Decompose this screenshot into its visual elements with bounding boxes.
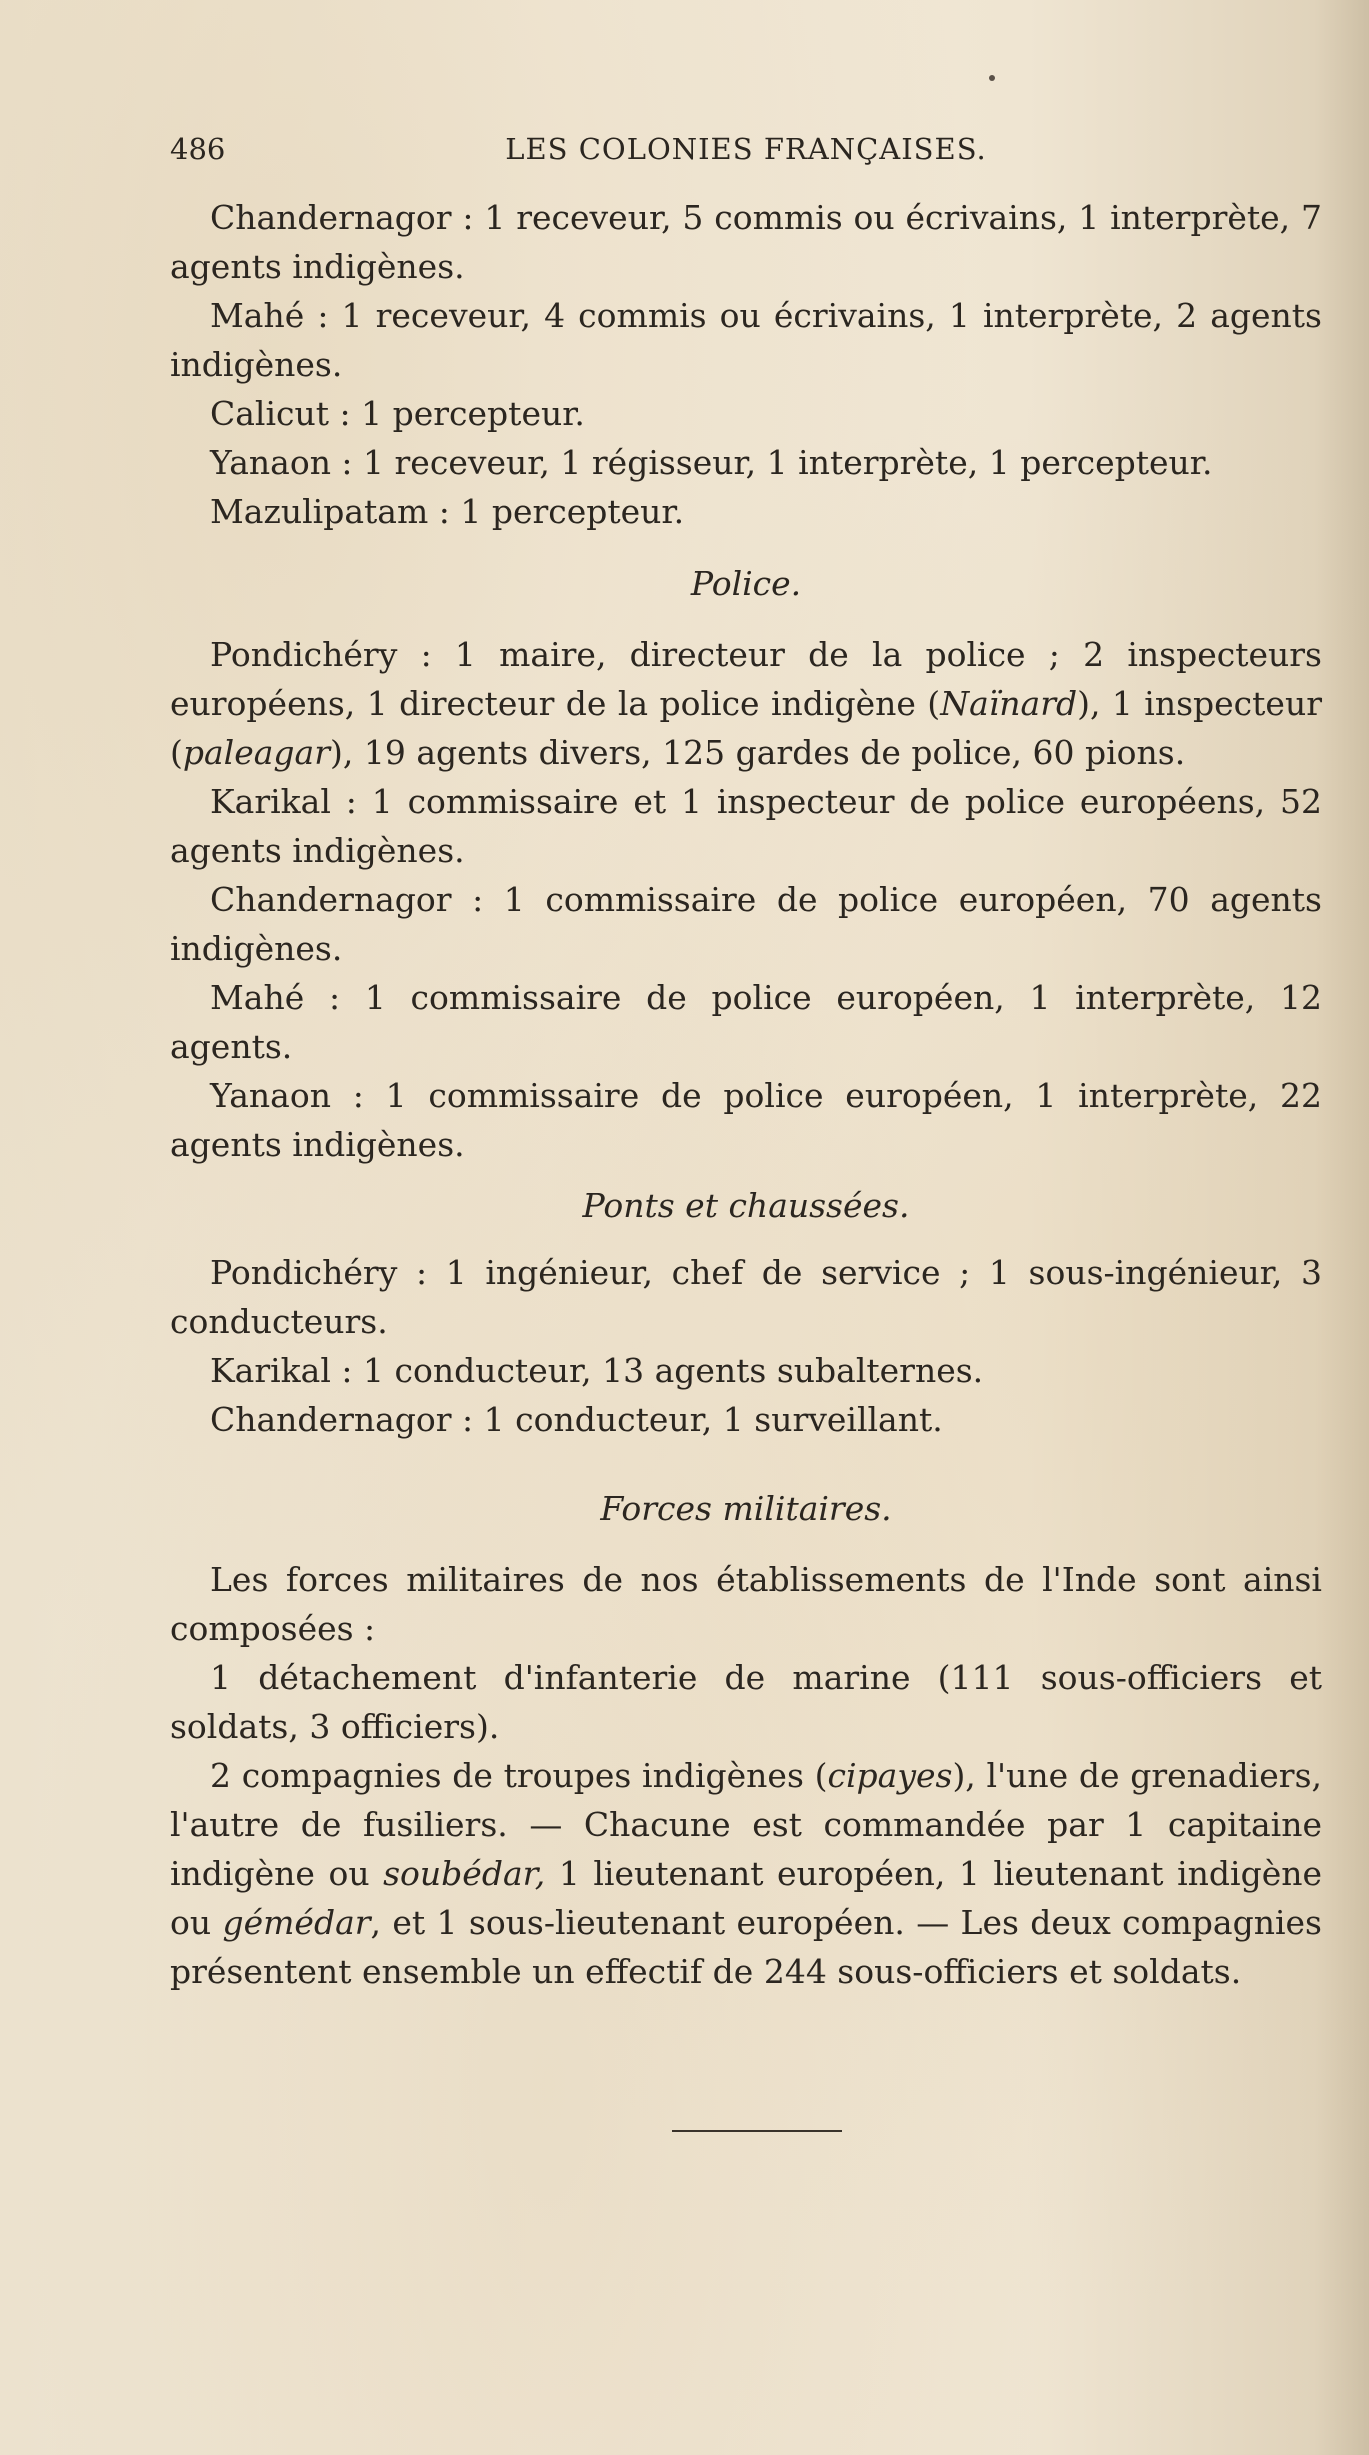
paragraph-karikal-ponts: Karikal : 1 conducteur, 13 agents subalternes. bbox=[210, 1351, 984, 1390]
paragraph-calicut-finances: Calicut : 1 percepteur. bbox=[210, 394, 585, 433]
paragraph-chandernagor-police: Chandernagor : 1 commissaire de police européen, 70 agents indigènes. bbox=[170, 880, 1322, 968]
paragraph-yanaon-finances: Yanaon : 1 receveur, 1 régisseur, 1 interprète, 1 percepteur. bbox=[210, 443, 1213, 482]
page-number: 486 bbox=[170, 132, 226, 166]
section-heading-forces-militaires: Forces militaires. bbox=[600, 1489, 892, 1528]
paragraph-chandernagor-ponts: Chandernagor : 1 conducteur, 1 surveillant. bbox=[210, 1400, 943, 1439]
ink-speck bbox=[989, 75, 995, 81]
paragraph-mahe-police: Mahé : 1 commissaire de police européen, 1 interprète, 12 agents. bbox=[170, 978, 1322, 1066]
paragraph-forces-intro: Les forces militaires de nos établissements de l'Inde sont ainsi composées : bbox=[170, 1560, 1322, 1648]
paragraph-compagnies-indigenes: 2 compagnies de troupes indigènes (cipayes), l'une de grenadiers, l'autre de fusiliers. — Chacune est commandée par 1 capitaine indigène ou soubédar, 1 lieutenant européen, 1 lieutenant indigène ou gémédar, et 1 sous-lieutenant européen. — Les deux compagnies présentent ensemble un effectif de 244 sous-officiers et soldats. bbox=[170, 1756, 1323, 1991]
section-heading-police: Police. bbox=[690, 564, 802, 603]
running-title: LES COLONIES FRANÇAISES. bbox=[505, 132, 987, 166]
term-cipayes: cipayes bbox=[827, 1756, 953, 1795]
paragraph-pondichery-ponts: Pondichéry : 1 ingénieur, chef de service ; 1 sous-ingénieur, 3 conducteurs. bbox=[170, 1253, 1322, 1341]
end-rule bbox=[672, 2130, 842, 2132]
term-nainard: Naïnard bbox=[940, 684, 1078, 723]
term-soubedar: soubédar, bbox=[383, 1854, 546, 1893]
running-header bbox=[170, 132, 1322, 182]
paragraph-pondichery-police: Pondichéry : 1 maire, directeur de la police ; 2 inspecteurs européens, 1 directeur de la police indigène (Naïnard), 1 inspecteur (paleagar), 19 agents divers, 125 gardes de police, 60 pions. bbox=[170, 635, 1322, 772]
paragraph-yanaon-police: Yanaon : 1 commissaire de police européen, 1 interprète, 22 agents indigènes. bbox=[170, 1076, 1322, 1164]
term-gemedar: gémédar bbox=[222, 1903, 371, 1942]
section-heading-ponts-chaussees: Ponts et chaussées. bbox=[582, 1186, 910, 1225]
term-paleagar: paleagar bbox=[182, 733, 331, 772]
paragraph-chandernagor-finances: Chandernagor : 1 receveur, 5 commis ou écrivains, 1 interprète, 7 agents indigènes. bbox=[170, 198, 1322, 286]
paragraph-infanterie-marine: 1 détachement d'infanterie de marine (111 sous-officiers et soldats, 3 officiers). bbox=[170, 1658, 1322, 1746]
paragraph-mahe-finances: Mahé : 1 receveur, 4 commis ou écrivains, 1 interprète, 2 agents indigènes. bbox=[170, 296, 1322, 384]
page-body bbox=[170, 193, 1322, 1996]
paragraph-mazulipatam-finances: Mazulipatam : 1 percepteur. bbox=[210, 492, 685, 531]
paragraph-karikal-police: Karikal : 1 commissaire et 1 inspecteur de police européens, 52 agents indigènes. bbox=[170, 782, 1322, 870]
